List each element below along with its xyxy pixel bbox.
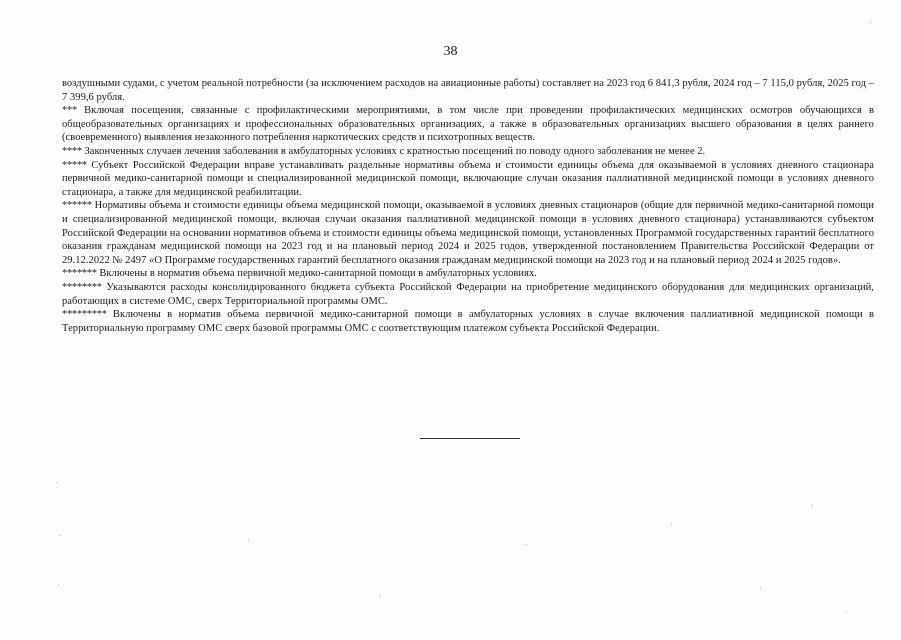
footnote-marker: ********* xyxy=(62,309,107,321)
footnote-continuation xyxy=(62,77,874,104)
footnote-text: Субъект Российской Федерации вправе устанавливать раздельные нормативы объема и стоимости единицы объема для оказываемой в условиях дневного стационара первичной медико-санитарной помощи и специализированной медицинской помощи, включающие случаи оказания паллиативной медицинской помощи в условиях дневного стационара, а также для медицинской реабилитации. xyxy=(62,159,874,198)
scan-speck xyxy=(380,596,381,597)
footnote-text: Законченных случаев лечения заболевания в амбулаторных условиях с кратностью посещений по поводу одного заболевания не менее 2. xyxy=(84,145,706,157)
footnote-marker: ***** xyxy=(62,159,87,171)
footnote-marker: ******** xyxy=(62,281,102,293)
scan-speck xyxy=(60,535,61,536)
footnote-text: Указываются расходы консолидированного бюджета субъекта Российской Федерации на приобретение медицинского оборудования для медицинских организаций, работающих в системе ОМС, сверх Территориальной программы ОМС. xyxy=(62,281,874,307)
scan-speck xyxy=(248,540,249,541)
footnote-7 xyxy=(62,267,874,281)
footnote-text: Включены в норматив объема первичной медико-санитарной помощи в амбулаторных условиях в случае включения паллиативной медицинской помощи в Территориальную программу ОМС сверх базовой программы ОМС с соответствующим платежом субъекта Российской Федерации. xyxy=(62,309,874,334)
scan-speck xyxy=(58,584,59,585)
scan-speck xyxy=(846,612,847,613)
footnote-text: Включены в норматив объема первичной медико-санитарной помощи в амбулаторных условиях. xyxy=(99,268,537,280)
scan-speck xyxy=(870,22,871,23)
scan-speck xyxy=(56,482,57,483)
footnote-8 xyxy=(62,281,874,308)
scan-speck xyxy=(760,588,761,589)
footnote-3 xyxy=(62,104,874,145)
scan-speck xyxy=(671,524,672,525)
page-number: 38 xyxy=(443,44,458,59)
scan-speck xyxy=(526,544,527,545)
footnote-text: воздушными судами, с учетом реальной потребности (за исключением расходов на авиационные работы) составляет на 2023 год 6 841,3 рубля, 2024 год – 7 115,0 рубля, 2025 год – 7 399,6 рубля. xyxy=(62,78,874,103)
footnote-4 xyxy=(62,145,874,159)
footnote-5 xyxy=(62,159,874,200)
footnote-text: Нормативы объема и стоимости единицы объема медицинской помощи, оказываемой в условиях дневных стационаров (общие для первичной медико-санитарной помощи и специализированной медицинской помощи, включая случаи оказания паллиативной медицинской помощи в условиях дневного стационара) устанавливаются субъектом Российской Федерации на основании нормативов объема и стоимости единицы объема медицинской помощи, установленных Программой государственных гарантий бесплатного оказания гражданам медицинской помощи на 2023 год и на плановый период 2024 и 2025 годов, утвержденной постановлением Правительства Российской Федерации от 29.12.2022 № 2497 «О Программе государственных гарантий бесплатного оказания гражданам медицинской помощи на 2023 год и на плановый период 2024 и 2025 годов». xyxy=(62,200,874,266)
footnote-text: Включая посещения, связанные с профилактическими мероприятиями, в том числе при проведении профилактических медицинских осмотров обучающихся в общеобразовательных организациях и профессиональных образовательных организациях, а также в образовательных организациях высшего образования в целях раннего (своевременного) выявления незаконного потребления наркотических средств и психотропных веществ. xyxy=(62,105,874,144)
footnote-marker: *** xyxy=(62,105,77,117)
scan-speck xyxy=(812,505,813,506)
footnote-marker: ****** xyxy=(62,200,92,212)
footnote-6 xyxy=(62,199,874,267)
end-of-section-rule xyxy=(420,438,520,439)
footnote-marker: **** xyxy=(62,145,82,157)
footnote-marker: ******* xyxy=(62,268,97,280)
footnote-9 xyxy=(62,308,874,335)
footnotes-block xyxy=(62,77,874,335)
